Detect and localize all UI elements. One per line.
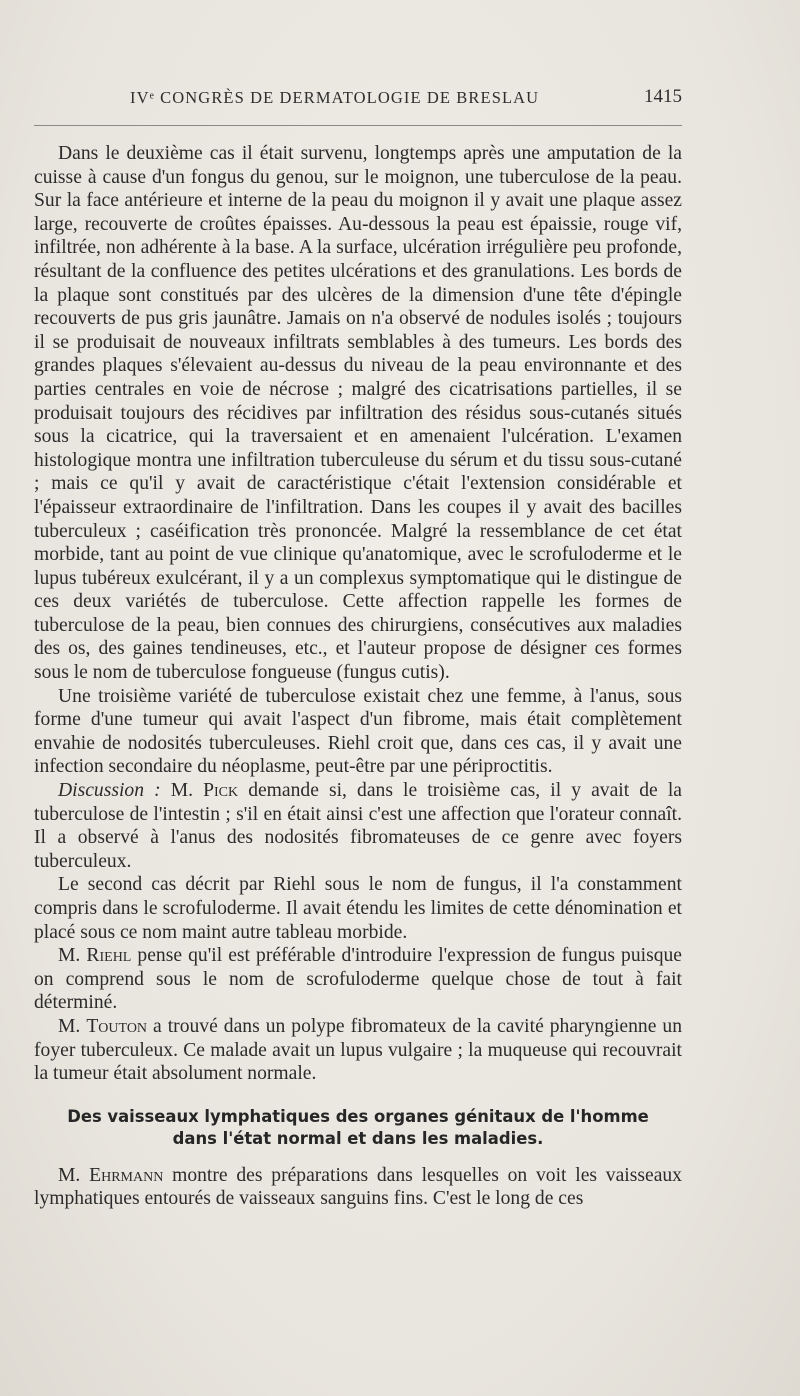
- body-text: [34, 142, 682, 1211]
- section-heading: [34, 1106, 682, 1150]
- section-heading-line: dans l'état normal et dans les maladies.: [172, 1128, 544, 1148]
- paragraph-text: M.: [58, 1164, 90, 1186]
- paragraph-text: M.: [58, 1015, 87, 1037]
- paragraph: [34, 142, 682, 685]
- paragraph-text: pense qu'il est préférable d'introduire l'expression de fungus puisque on comprend sous le nom de scrofuloderme quelque chose de tout à fait déterminé.: [34, 945, 682, 1014]
- discussion-label: Discussion :: [58, 780, 161, 802]
- speaker-name: Touton: [86, 1015, 148, 1037]
- header-rule: [34, 125, 682, 126]
- paragraph: [34, 779, 682, 873]
- paragraph-text: Une troisième variété de tuberculose existait chez une femme, à l'anus, sous forme d'une tumeur qui avait l'aspect d'un fibrome, mais était complètement envahie de nodosités tuberculeuses. Riehl croit que, dans ces cas, il y avait une infection secondaire du néoplasme, peut-être par une périproctitis.: [34, 685, 682, 778]
- page-number: 1415: [644, 86, 682, 107]
- paragraph: [34, 944, 682, 1015]
- speaker-name: Ehrmann: [89, 1164, 164, 1186]
- paragraph: [34, 1015, 682, 1086]
- paragraph-text: a trouvé dans un polype fibromateux de la cavité pharyngienne un foyer tuberculeux. Ce malade avait un lupus vulgaire ; la muqueuse qui recouvrait la tumeur était absolument normale.: [34, 1015, 682, 1085]
- speaker-name: Pick: [203, 780, 239, 802]
- running-header: [34, 86, 682, 112]
- paragraph: [34, 873, 682, 944]
- section-heading-line: Des vaisseaux lymphatiques des organes génitaux de l'homme: [67, 1106, 649, 1126]
- paragraph-text: Dans le deuxième cas il était survenu, longtemps après une amputation de la cuisse à cause d'un fongus du genou, sur le moignon, une tuberculose de la peau. Sur la face antérieure et interne de la peau du moignon il y avait une plaque assez large, recouverte de croûtes épaisses. Au-dessous la peau est épaissie, rouge vif, infiltrée, non adhérente à la base. A la surface, ulcération irrégulière peu profonde, résultant de la confluence des petites ulcérations et des granulations. Les bords de la plaque sont constitués par des ulcères de la dimension d'une tête d'épingle recouverts de pus gris jaunâtre. Jamais on n'a observé de nodules isolés ; toujours il se produisait de nouveaux infiltrats semblables à des tumeurs. Les bords des grandes plaques s'élevaient au-dessus du niveau de la peau environnante et des parties centrales en voie de nécrose ; malgré des cicatrisations partielles, il se produisait toujours des récidives par infiltration des résidus sous-cutanés situés sous la cicatrice, qui la traversaient et en amenaient l'ulcération. L'examen histologique montra une infiltration tuberculeuse du sérum et du tissu sous-cutané ; mais ce qu'il y avait de caractéristique c'était l'extension considérable et l'épaisseur extraordinaire de l'infiltration. Dans les coupes il y avait des bacilles tuberculeux ; caséification très prononcée. Malgré la ressemblance de cet état morbide, tant au point de vue clinique qu'anatomique, avec le scrofuloderme et le lupus tubéreux exulcérant, il y a un complexus symptomatique qui le distingue de ces deux variétés de tuberculose. Cette affection rappelle les formes de tuberculose de la peau, bien connues des chirurgiens, consécutives aux maladies des os, des gaines tendineuses, etc., et l'auteur propose de désigner ces formes sous le nom de tuberculose fongueuse (fungus cutis).: [34, 143, 682, 684]
- paragraph-text: demande si, dans le troisième cas, il y avait de la tuberculose de l'intestin ; s'il en était ainsi c'est une affection que l'orateur connaît. Il a observé à l'anus des nodosités fibromateuses de ce genre avec foyers tuberculeux.: [34, 780, 682, 872]
- paragraph-text: montre des préparations dans lesquelles on voit les vaisseaux lymphatiques entourés de vaisseaux sanguins fins. C'est le long de ces: [34, 1164, 682, 1210]
- running-title: IVᵉ CONGRÈS DE DERMATOLOGIE DE BRESLAU: [130, 88, 540, 107]
- paragraph: [34, 685, 682, 779]
- speaker-name: Riehl: [86, 945, 132, 967]
- paragraph-text: M.: [160, 780, 204, 802]
- paragraph-text: M.: [58, 945, 87, 967]
- paragraph: [34, 1164, 682, 1211]
- paragraph-text: Le second cas décrit par Riehl sous le nom de fungus, il l'a constamment compris dans le scrofuloderme. Il avait étendu les limites de cette dénomination et placé sous ce nom maint autre tableau morbide.: [34, 874, 682, 943]
